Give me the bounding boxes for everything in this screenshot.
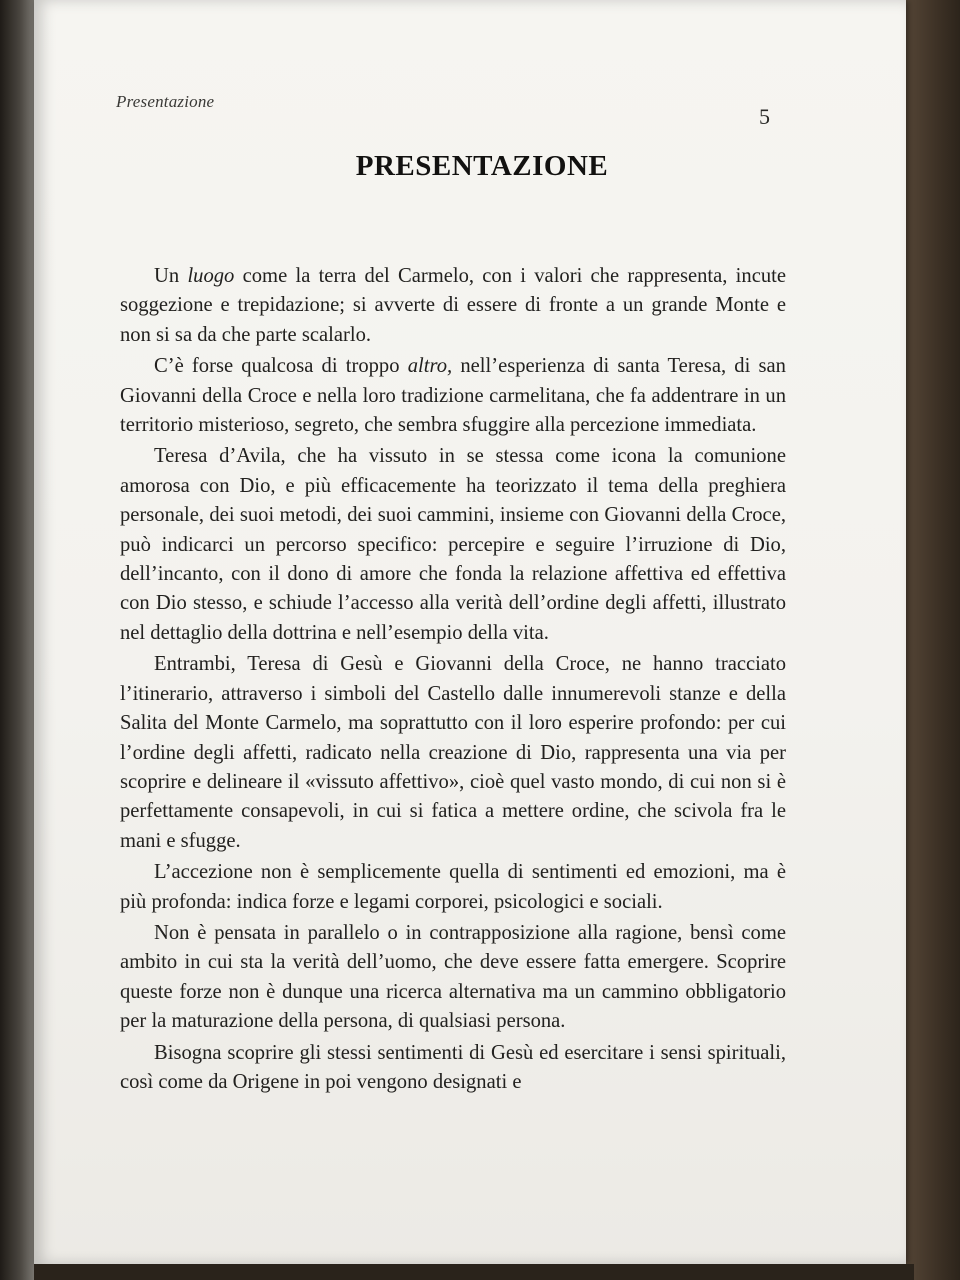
chapter-title: PRESENTAZIONE	[355, 150, 609, 182]
paragraph-text: come la terra del Carmelo, con i valori che rappresenta, incute soggezione e trepidazione; si avverte di essere di fronte a un grande Monte e non si sa da che parte scalarlo.	[120, 265, 787, 346]
paragraph-text: C’è forse qualcosa di troppo	[154, 355, 408, 378]
table-surface	[900, 0, 960, 1280]
book-page	[34, 0, 906, 1264]
paragraph-text: Un	[154, 265, 188, 287]
body-text	[120, 262, 786, 1099]
page-number: 5	[759, 104, 770, 129]
paragraph: Bisogna scoprire gli stessi sentimenti di Gesù ed esercitare i sensi spirituali, così come da Origene in poi vengono designati e	[120, 1041, 786, 1093]
emphasis-text: luogo	[187, 265, 235, 287]
paragraph: Entrambi, Teresa di Gesù e Giovanni della Croce, ne hanno tracciato l’itinerario, attraverso i simboli del Castello dalle innumerevoli stanze e della Salita del Monte Carmelo, ma soprattutto con il loro esperire profondo: per cui l’ordine degli affetti, radicato nella creazione di Dio, rappresenta una via per scoprire e delineare il «vissuto affettivo», cioè quel vasto mondo, di cui non si è perfettamente consapevoli, in cui si fatica a mettere ordine, che scivola fra le mani e sfugge.	[120, 653, 786, 852]
paragraph	[120, 262, 786, 350]
paragraph: Teresa d’Avila, che ha vissuto in se stessa come icona la comunione amorosa con Dio, e più efficacemente ha teorizzato il tema della preghiera personale, dei suoi metodi, dei suoi cammini, insieme con Giovanni della Croce, può indicarci un percorso specifico: percepire e seguire l’irruzione di Dio, dell’incanto, con il dono di amore che fonda la relazione affettiva ed effettiva con Dio stesso, e schiude l’accesso alla verità dell’ordine degli affetti, illustrato nel dettaglio della dottrina e nell’esempio della vita.	[120, 445, 786, 644]
paragraph: Non è pensata in parallelo o in contrapposizione alla ragione, bensì come ambito in cui sta la verità dell’uomo, che deve essere fatta emergere. Scoprire queste forze non è dunque una ricerca alternativa ma un cammino obbligatorio per la maturazione della persona, di qualsiasi persona.	[120, 921, 786, 1033]
running-head: Presentazione	[116, 92, 215, 111]
paragraph: L’accezione non è semplicemente quella di sentimenti ed emozioni, ma è più profonda: indica forze e legami corporei, psicologici e sociali.	[120, 861, 786, 913]
paragraph	[120, 352, 786, 440]
page-bottom-shadow	[34, 1264, 914, 1280]
paragraph-text: nell’esperienza di santa Teresa, di san Giovanni della Croce e nella loro tradizione carmelitana, che fa addentrare in un territorio misterioso, segreto, che sembra sfuggire alla percezione immediata.	[120, 355, 786, 437]
emphasis-text: altro,	[407, 355, 453, 378]
